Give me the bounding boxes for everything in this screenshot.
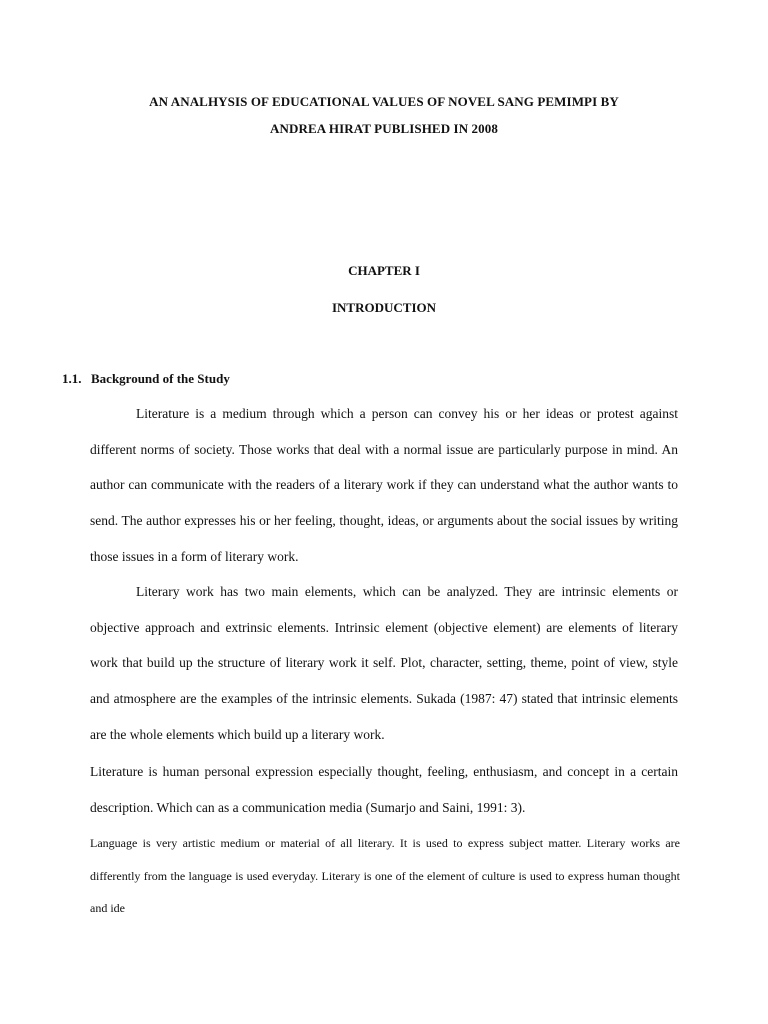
section-heading (62, 371, 230, 387)
section-number: 1.1. (62, 371, 82, 386)
paragraph-4-text: Language is very artistic medium or material of all literary. It is used to express subject matter. Literary works are differently from the language is used everyday. Literary is one of the element of culture is used to express human thought and ide (90, 836, 680, 915)
chapter-label: CHAPTER I (348, 263, 420, 278)
section-title: Background of the Study (91, 371, 230, 386)
document-title-line-2: ANDREA HIRAT PUBLISHED IN 2008 (270, 121, 498, 136)
paragraph-1 (90, 396, 678, 575)
paragraph-3-text: Literature is human personal expression especially thought, feeling, enthusiasm, and concept in a certain description. Which can as a communication media (Sumarjo and Saini, 1991: 3). (90, 764, 678, 815)
document-title-line-1: AN ANALHYSIS OF EDUCATIONAL VALUES OF NOVEL SANG PEMIMPI BY (149, 94, 619, 109)
paragraph-2 (90, 574, 678, 753)
paragraph-1-text: Literature is a medium through which a person can convey his or her ideas or protest against different norms of society. Those works that deal with a normal issue are particularly purpose in mind. An author can communicate with the readers of a literary work if they can understand what the author wants to send. The author expresses his or her feeling, thought, ideas, or arguments about the social issues by writing those issues in a form of literary work. (90, 406, 678, 564)
paragraph-3 (90, 754, 678, 825)
chapter-title: INTRODUCTION (331, 300, 436, 315)
paragraph-4 (90, 827, 680, 925)
paragraph-2-text: Literary work has two main elements, which can be analyzed. They are intrinsic elements or objective approach and extrinsic elements. Intrinsic element (objective element) are elements of literary work that build up the structure of literary work it self. Plot, character, setting, theme, point of view, style and atmosphere are the examples of the intrinsic elements. Sukada (1987: 47) stated that intrinsic elements are the whole elements which build up a literary work. (90, 584, 678, 742)
